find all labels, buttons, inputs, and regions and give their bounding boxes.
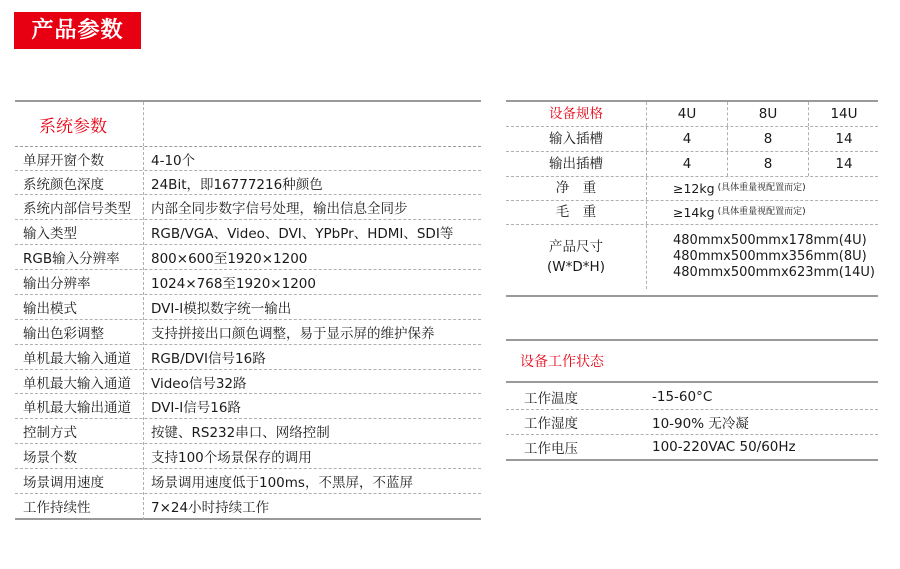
param-value: 场景调用速度低于100ms，不黑屏，不蓝屏: [151, 475, 413, 491]
param-value: 按键、RS232串口、网络控制: [151, 425, 330, 441]
param-label: 控制方式: [23, 425, 77, 441]
table-row: [15, 295, 481, 320]
column-divider: [143, 102, 144, 146]
table-row: [506, 152, 878, 177]
param-label: 单机最大输入通道: [23, 351, 131, 367]
param-value: 1024×768至1920×1200: [151, 276, 316, 292]
spec-value: ≥12kg: [673, 181, 715, 196]
status-value: -15-60°C: [652, 389, 713, 405]
param-value: RGB/DVI信号16路: [151, 351, 266, 367]
table-row: [506, 225, 878, 289]
param-label: 系统颜色深度: [23, 176, 104, 193]
column-header-14u: 14U: [808, 102, 879, 126]
param-label: RGB输入分辨率: [23, 251, 120, 267]
spec-value: 8: [727, 152, 808, 176]
param-label: 工作持续性: [23, 500, 91, 516]
work-status-rows: [506, 385, 878, 461]
table-row: [15, 469, 481, 494]
status-value: 100-220VAC 50/60Hz: [652, 439, 796, 455]
param-label: 场景个数: [23, 450, 77, 466]
table-row: [15, 494, 481, 520]
spec-header-row: [506, 102, 878, 127]
param-value: 内部全同步数字信号处理，输出信息全同步: [151, 201, 408, 217]
status-value: 10-90% 无冷凝: [652, 416, 749, 432]
table-row: [506, 410, 878, 435]
work-status-header: [506, 339, 878, 383]
spec-value: 8: [727, 127, 808, 151]
param-label: 单屏开窗个数: [23, 152, 104, 169]
table-row: [15, 270, 481, 295]
param-label: 输出色彩调整: [23, 326, 104, 342]
size-value: 480mmx500mmx178mm(4U): [673, 233, 867, 248]
page-title: 产品参数: [14, 12, 141, 49]
spec-value: 4: [646, 152, 727, 176]
table-row: [506, 435, 878, 461]
system-params-title: 系统参数: [39, 116, 107, 137]
param-value: 800×600至1920×1200: [151, 251, 308, 267]
work-status-title: 设备工作状态: [520, 354, 604, 370]
table-row: [15, 444, 481, 469]
param-label: 输出分辨率: [23, 276, 91, 292]
spec-label: 输入插槽: [549, 131, 603, 147]
column-header-4u: 4U: [646, 102, 727, 126]
spec-label: 净 重: [555, 180, 597, 196]
table-row: [506, 201, 878, 225]
table-row: [506, 177, 878, 201]
table-row: [15, 220, 481, 245]
size-value: 480mmx500mmx623mm(14U): [673, 265, 876, 280]
table-row: [15, 370, 481, 394]
status-label: 工作温度: [524, 391, 578, 407]
spec-label: 输出插槽: [549, 156, 603, 172]
param-value: 支持100个场景保存的调用: [151, 450, 312, 466]
param-value: 支持拼接出口颜色调整，易于显示屏的维护保养: [151, 326, 435, 342]
table-row: [506, 127, 878, 152]
param-label: 系统内部信号类型: [23, 201, 131, 217]
param-value: 24Bit，即16777216种颜色: [151, 176, 323, 193]
column-divider: [143, 147, 144, 520]
spec-note: (具体重量视配置而定): [717, 183, 806, 193]
param-label: 输出模式: [23, 301, 77, 317]
param-value: DVI-I信号16路: [151, 400, 241, 416]
table-row: [15, 245, 481, 270]
spec-note: (具体重量视配置而定): [717, 207, 806, 217]
param-label: 单机最大输出通道: [23, 400, 131, 416]
table-row: [15, 419, 481, 444]
table-row: [15, 320, 481, 345]
spec-label: 毛 重: [555, 204, 597, 220]
spec-value: 4: [646, 127, 727, 151]
param-value: 4-10个: [151, 152, 196, 169]
table-row: [15, 345, 481, 370]
param-label: 输入类型: [23, 226, 77, 242]
work-status-table: [506, 339, 878, 461]
device-spec-title: 设备规格: [549, 106, 603, 122]
param-value: 7×24小时持续工作: [151, 500, 270, 516]
table-row: [506, 385, 878, 410]
spec-value: 14: [808, 127, 879, 151]
table-row: [15, 147, 481, 171]
param-value: DVI-I模拟数字统一输出: [151, 301, 292, 317]
system-params-table: [15, 100, 481, 520]
spec-value: 14: [808, 152, 879, 176]
param-label: 单机最大输入通道: [23, 375, 131, 392]
device-spec-table: [506, 100, 878, 297]
spec-value: ≥14kg: [673, 205, 715, 220]
status-label: 工作湿度: [524, 416, 578, 432]
param-value: Video信号32路: [151, 375, 247, 392]
param-value: RGB/VGA、Video、DVI、YPbPr、HDMI、SDI等: [151, 226, 454, 242]
table-row: [15, 171, 481, 195]
table-row: [15, 195, 481, 220]
size-sublabel: (W*D*H): [547, 259, 605, 275]
system-params-header: [15, 100, 481, 147]
column-header-8u: 8U: [727, 102, 808, 126]
system-params-rows: [15, 147, 481, 520]
status-label: 工作电压: [524, 441, 578, 457]
size-value: 480mmx500mmx356mm(8U): [673, 249, 867, 264]
size-label: 产品尺寸: [549, 239, 603, 255]
table-row: [15, 394, 481, 419]
param-label: 场景调用速度: [23, 475, 104, 491]
